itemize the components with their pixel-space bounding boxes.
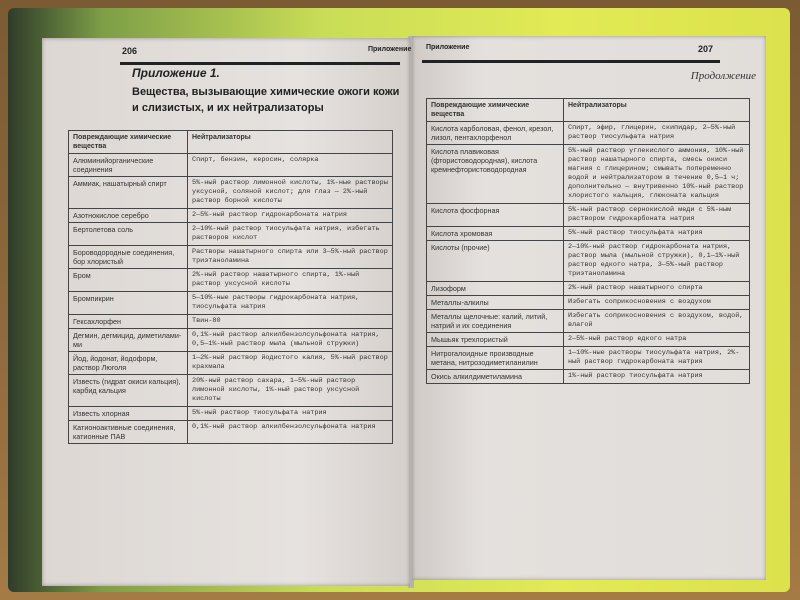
- right-table-header-row: [427, 99, 750, 122]
- left-page: [42, 38, 410, 586]
- neutralizer-cell: 5%-ный раствор сернокислой меди с 5%-ным раствором гидрокарбоната натрия: [564, 204, 750, 227]
- substance-cell: Кислоты (прочие): [427, 241, 564, 282]
- table-row: [427, 347, 750, 370]
- substance-cell: Кислота плавиковая (фтористоводородная), кислота кремнефтористоводородная: [427, 145, 564, 204]
- neutralizer-cell: Твин-80: [188, 315, 393, 329]
- neutralizer-cell: 5—10%-ные растворы гидрокарбоната натрия, тиосульфата натрия: [188, 292, 393, 315]
- table-row: [69, 329, 393, 352]
- neutralizer-cell: 0,1%-ный раствор алкилбензолсульфоната натрия, 0,5—1%-ный раствор мыла (мыльной стружки): [188, 329, 393, 352]
- neutralizer-cell: Спирт, эфир, глицерин, скипидар, 2—5%-ный раствор тиосульфата натрия: [564, 122, 750, 145]
- right-head-rule: [422, 60, 720, 63]
- substance-cell: Известь (гидрат окиси кальция), карбид кальция: [69, 375, 188, 407]
- substance-cell: Металлы щелочные: калий, литий, натрий и их соединения: [427, 310, 564, 333]
- table-row: [427, 333, 750, 347]
- neutralizer-cell: 5%-ный раствор углекислого аммония, 10%-ный раствор нашатырного спирта, смесь окиси магния с глицерином; смывать попеременно водой и нейтрализатором в течение 0,5—1 ч; дополнительно — внутривенно 10%-ный раствор хлористого кальция, глюконата кальция: [564, 145, 750, 204]
- table-row: [69, 375, 393, 407]
- appendix-subtitle: Вещества, вызывающие химические ожоги кожи и слизистых, и их нейтрализаторы: [132, 86, 400, 114]
- substance-cell: Бертолетова соль: [69, 223, 188, 246]
- substance-cell: Йод, йодонат, йодоформ, раствор Люголя: [69, 352, 188, 375]
- table-row: [69, 407, 393, 421]
- table-row: [69, 292, 393, 315]
- neutralizer-cell: Растворы нашатырного спирта или 3—5%-ный раствор триэтаноламина: [188, 246, 393, 269]
- neutralizer-cell: Спирт, бензин, керосин, солярка: [188, 154, 393, 177]
- table-row: [69, 209, 393, 223]
- table-row: [69, 315, 393, 329]
- substance-cell: Окись алкилдиметиламина: [427, 370, 564, 384]
- continuation-label: Продолжение: [690, 70, 756, 82]
- right-table-body: [427, 122, 750, 384]
- right-table: [426, 98, 750, 384]
- substance-cell: Катионоактивные соединения, катионные ПАВ: [69, 421, 188, 444]
- neutralizer-cell: 2%-ный раствор нашатырного спирта: [564, 282, 750, 296]
- neutralizer-cell: 1%-ный раствор тиосульфата натрия: [564, 370, 750, 384]
- substance-cell: Кислота карболовая, фенол, крезол, лизол, пентахлорфенол: [427, 122, 564, 145]
- neutralizer-cell: 2—5%-ный раствор гидрокарбоната натрия: [188, 209, 393, 223]
- substance-cell: Азотнокислое серебро: [69, 209, 188, 223]
- right-page-number: 207: [698, 44, 714, 54]
- substance-cell: Кислота хромовая: [427, 227, 564, 241]
- appendix-title-block: [132, 66, 402, 116]
- table-row: [69, 352, 393, 375]
- left-head-rule: [120, 62, 400, 65]
- table-row: [427, 310, 750, 333]
- left-running-head-title: Приложение: [368, 46, 412, 53]
- neutralizer-cell: 5%-ный раствор тиосульфата натрия: [564, 227, 750, 241]
- neutralizer-cell: 1—2%-ный раствор йодистого калия, 5%-ный раствор крахмала: [188, 352, 393, 375]
- neutralizer-cell: 1—10%-ные растворы тиосульфата натрия, 2%-ный раствор гидрокарбоната натрия: [564, 347, 750, 370]
- table-row: [69, 421, 393, 444]
- substance-cell: Бромпикрин: [69, 292, 188, 315]
- right-running-head: [412, 44, 766, 58]
- substance-cell: Мышьяк трехлористый: [427, 333, 564, 347]
- table-row: [427, 204, 750, 227]
- neutralizer-cell: 5%-ный раствор тиосульфата натрия: [188, 407, 393, 421]
- table-row: [69, 177, 393, 209]
- substance-cell: Бром: [69, 269, 188, 292]
- neutralizer-cell: 0,1%-ный раствор алкилбензолсульфоната натрия: [188, 421, 393, 444]
- right-page: [412, 36, 766, 580]
- right-running-head-title: Приложение: [426, 44, 470, 51]
- substance-cell: Металлы-алкилы: [427, 296, 564, 310]
- substance-cell: Лизоформ: [427, 282, 564, 296]
- table-row: [69, 246, 393, 269]
- left-header-substance: Повреждающие химические вещества: [69, 131, 188, 154]
- substance-cell: Гексахлорфен: [69, 315, 188, 329]
- table-row: [427, 282, 750, 296]
- table-row: [69, 223, 393, 246]
- substance-cell: Нитрогалоидные производные метана, нитрозодиметиланилин: [427, 347, 564, 370]
- substance-cell: Алюминийорганические соединения: [69, 154, 188, 177]
- substance-cell: Аммиак, нашатырный спирт: [69, 177, 188, 209]
- neutralizer-cell: 2%-ный раствор нашатырного спирта, 1%-ный раствор уксусной кислоты: [188, 269, 393, 292]
- table-row: [427, 296, 750, 310]
- left-table-header-row: [69, 131, 393, 154]
- neutralizer-cell: Избегать соприкосновения с воздухом: [564, 296, 750, 310]
- table-row: [427, 145, 750, 204]
- appendix-title: Приложение 1.: [132, 66, 220, 80]
- neutralizer-cell: 20%-ный раствор сахара, 1—5%-ный раствор лимонной кислоты, 1%-ный раствор уксусной кислоты: [188, 375, 393, 407]
- left-page-number: 206: [122, 46, 138, 56]
- substance-cell: Бороводородные соединения, бор хлористый: [69, 246, 188, 269]
- table-row: [427, 370, 750, 384]
- left-table-body: [69, 154, 393, 444]
- table-row: [69, 269, 393, 292]
- table-row: [427, 122, 750, 145]
- table-row: [69, 154, 393, 177]
- left-running-head: [42, 46, 410, 60]
- substance-cell: Дегмин, дегмицид, диметилами-ми: [69, 329, 188, 352]
- neutralizer-cell: 2—10%-ный раствор тиосульфата натрия, избегать растворов кислот: [188, 223, 393, 246]
- neutralizer-cell: 2—5%-ный раствор едкого натра: [564, 333, 750, 347]
- substance-cell: Кислота фосфорная: [427, 204, 564, 227]
- right-header-substance: Повреждающие химические вещества: [427, 99, 564, 122]
- table-row: [427, 227, 750, 241]
- neutralizer-cell: Избегать соприкосновения с воздухом, водой, влагой: [564, 310, 750, 333]
- neutralizer-cell: 5%-ный раствор лимонной кислоты, 1%-ные растворы уксусной, соляной кислот; для глаз — 2%-ный раствор борной кислоты: [188, 177, 393, 209]
- table-row: [427, 241, 750, 282]
- left-table: [68, 130, 393, 444]
- right-header-neutralizer: Нейтрализаторы: [564, 99, 750, 122]
- left-header-neutralizer: Нейтрализаторы: [188, 131, 393, 154]
- neutralizer-cell: 2—10%-ный раствор гидрокарбоната натрия, раствор мыла (мыльной стружки), 0,1—1%-ный раствор едкого натра, 3—5%-ный раствор триэтаноламина: [564, 241, 750, 282]
- substance-cell: Известь хлорная: [69, 407, 188, 421]
